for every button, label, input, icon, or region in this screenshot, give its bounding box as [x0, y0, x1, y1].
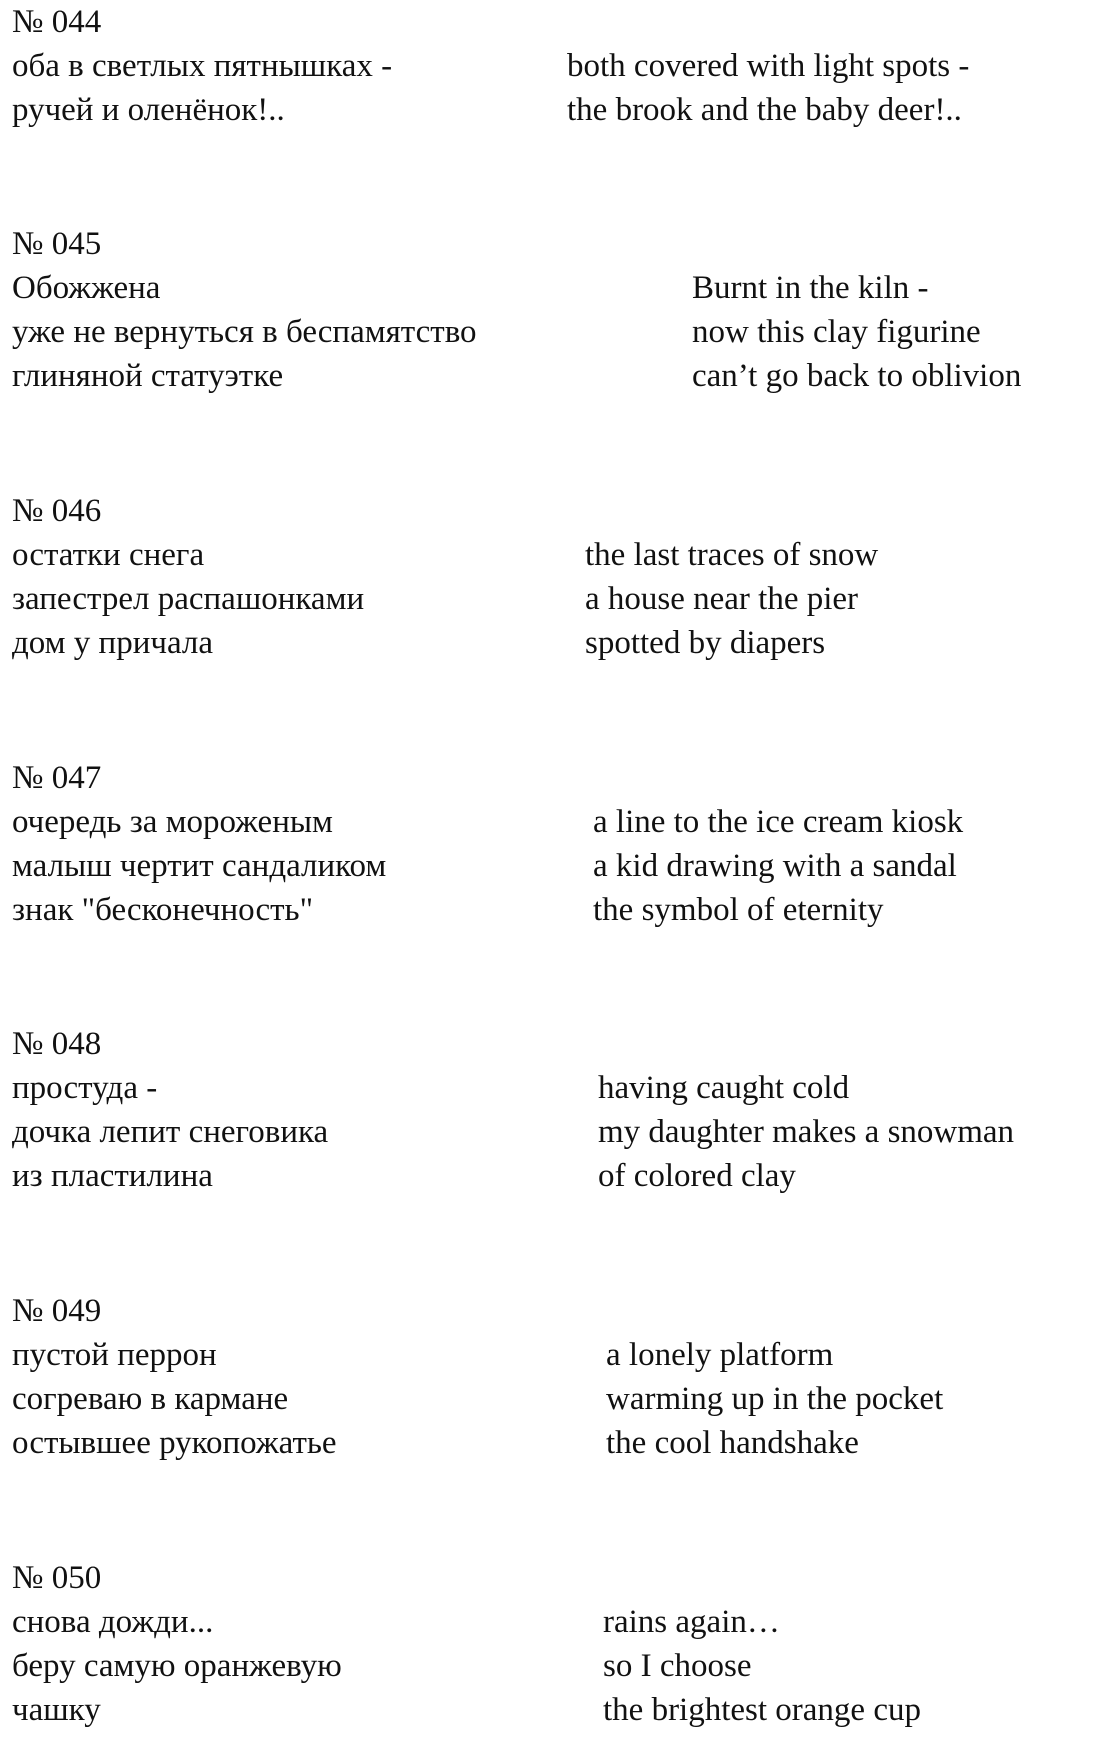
haiku-number: № 047 — [12, 760, 102, 796]
english-line: my daughter makes a snowman — [598, 1114, 1015, 1150]
haiku-entry-045 — [0, 222, 1100, 412]
russian-line: снова дожди... — [12, 1604, 214, 1640]
russian-line: оба в светлых пятнышках - — [12, 48, 393, 84]
haiku-entry-048 — [0, 1022, 1100, 1212]
russian-line: запестрел распашонками — [12, 581, 365, 617]
english-line: the cool handshake — [606, 1425, 859, 1461]
haiku-entry-046 — [0, 489, 1100, 679]
english-line: now this clay figurine — [692, 314, 981, 350]
english-line: the brook and the baby deer!.. — [567, 92, 962, 128]
russian-line: дочка лепит снеговика — [12, 1114, 329, 1150]
english-line: the symbol of eternity — [593, 892, 884, 928]
russian-line: Обожжена — [12, 270, 161, 306]
haiku-entry-044 — [0, 0, 1100, 190]
english-line: a lonely platform — [606, 1337, 834, 1373]
russian-line: остатки снега — [12, 537, 205, 573]
english-text — [603, 1600, 921, 1732]
russian-text — [12, 44, 392, 132]
russian-line: простуда - — [12, 1070, 158, 1106]
russian-line: уже не вернуться в беспамятство — [12, 314, 477, 350]
english-line: so I choose — [603, 1648, 752, 1684]
russian-line: остывшее рукопожатье — [12, 1425, 337, 1461]
russian-text — [12, 533, 364, 665]
english-text — [692, 266, 1021, 398]
english-text — [585, 533, 878, 665]
russian-line: ручей и оленёнок!.. — [12, 92, 285, 128]
english-line: rains again… — [603, 1604, 780, 1640]
russian-line: пустой перрон — [12, 1337, 217, 1373]
russian-line: очередь за мороженым — [12, 804, 333, 840]
english-line: can’t go back to oblivion — [692, 358, 1022, 394]
english-line: both covered with light spots - — [567, 48, 970, 84]
haiku-number: № 044 — [12, 4, 102, 40]
russian-text — [12, 266, 477, 398]
russian-line: малыш чертит сандаликом — [12, 848, 387, 884]
russian-text — [12, 800, 386, 932]
haiku-number: № 048 — [12, 1026, 102, 1062]
english-line: a house near the pier — [585, 581, 859, 617]
russian-line: знак "бесконечность" — [12, 892, 314, 928]
english-line: Burnt in the kiln - — [692, 270, 929, 306]
english-line: a kid drawing with a sandal — [593, 848, 957, 884]
haiku-number: № 050 — [12, 1560, 102, 1596]
russian-line: глиняной статуэтке — [12, 358, 284, 394]
haiku-entry-049 — [0, 1289, 1100, 1479]
russian-text — [12, 1333, 337, 1465]
english-line: a line to the ice cream kiosk — [593, 804, 964, 840]
russian-line: дом у причала — [12, 625, 214, 661]
russian-text — [12, 1600, 342, 1732]
russian-line: из пластилина — [12, 1158, 213, 1194]
haiku-entry-047 — [0, 756, 1100, 946]
english-line: of colored clay — [598, 1158, 796, 1194]
russian-line: беру самую оранжевую — [12, 1648, 342, 1684]
haiku-entry-050 — [0, 1556, 1100, 1746]
haiku-number: № 046 — [12, 493, 102, 529]
english-line: warming up in the pocket — [606, 1381, 944, 1417]
english-line: spotted by diapers — [585, 625, 826, 661]
english-line: having caught cold — [598, 1070, 850, 1106]
haiku-number: № 049 — [12, 1293, 102, 1329]
english-text — [567, 44, 969, 132]
english-text — [598, 1066, 1014, 1198]
russian-text — [12, 1066, 328, 1198]
haiku-number: № 045 — [12, 226, 102, 262]
english-text — [606, 1333, 943, 1465]
russian-line: согреваю в кармане — [12, 1381, 289, 1417]
english-line: the last traces of snow — [585, 537, 879, 573]
english-line: the brightest orange cup — [603, 1692, 921, 1728]
russian-line: чашку — [12, 1692, 101, 1728]
english-text — [593, 800, 963, 932]
